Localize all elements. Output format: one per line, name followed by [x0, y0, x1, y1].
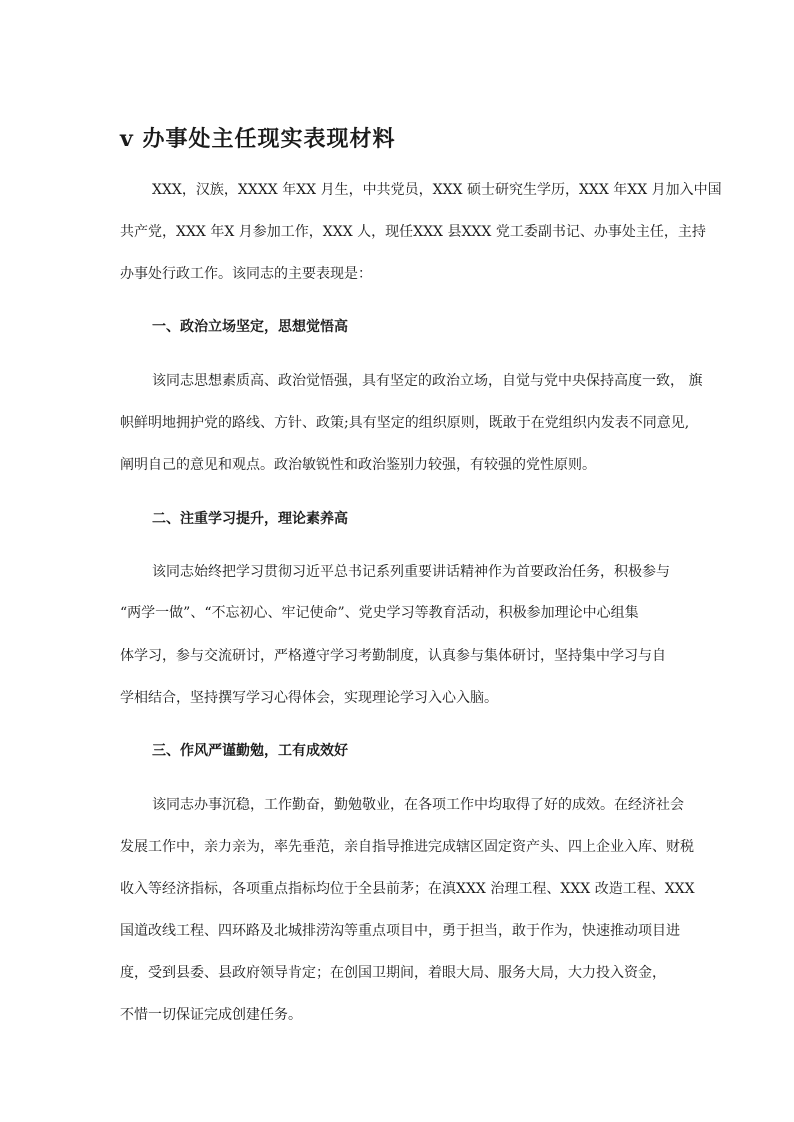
body-line: 国道改线工程、四环路及北城排涝沟等重点项目中，勇于担当，敢于作为，快速推动项目进: [120, 923, 680, 939]
body-line: 该同志办事沉稳，工作勤奋，勤勉敬业，在各项工作中均取得了好的成效。在经济社会: [152, 797, 684, 813]
body-line: 不惜一切保证完成创建任务。: [120, 1007, 302, 1023]
body-line: 体学习，参与交流研讨，严格遵守学习考勤制度，认真参与集体研讨，坚持集中学习与自: [120, 648, 666, 664]
body-line: “两学一做”、“不忘初心、牢记使命”、党史学习等教育活动，积极参加理论中心组集: [120, 605, 639, 621]
body-line: 帜鲜明地拥护党的路线、方针、政策;具有坚定的组织原则，既敢于在党组织内发表不同意见,: [120, 415, 690, 431]
body-line: 学相结合，坚持撰写学习心得体会，实现理论学习入心入脑。: [120, 690, 498, 706]
intro-line: XXX，汉族，XXXX 年XX 月生，中共党员，XXX 硕士研究生学历，XXX 年XX 月加入中国: [152, 182, 722, 198]
body-line: 阐明自己的意见和观点。政治敏锐性和政治鉴别力较强，有较强的党性原则。: [120, 457, 596, 473]
body-line: 收入等经济指标，各项重点指标均位于全县前茅；在滇XXX 治理工程、XXX 改造工程、XXX: [120, 881, 695, 897]
section-heading: 二、注重学习提升，理论素养高: [152, 511, 348, 527]
body-line: 该同志思想素质高、政治觉悟强，具有坚定的政治立场，自觉与党中央保持高度一致， 旗: [152, 373, 703, 389]
section-heading: 一、政治立场坚定，思想觉悟高: [152, 319, 348, 335]
body-line: 该同志始终把学习贯彻习近平总书记系列重要讲话精神作为首要政治任务，积极参与: [152, 564, 670, 580]
body-line: 度，受到县委、县政府领导肯定；在创国卫期间，着眼大局、服务大局，大力投入资金，: [120, 965, 666, 981]
document-title: v 办事处主任现实表现材料: [120, 126, 396, 152]
body-line: 发展工作中，亲力亲为，率先垂范，亲自指导推进完成辖区固定资产头、四上企业入库、财税: [120, 839, 694, 855]
section-heading: 三、作风严谨勤勉，工有成效好: [152, 743, 348, 759]
intro-line: 办事处行政工作。该同志的主要表现是：: [120, 266, 372, 282]
intro-line: 共产党，XXX 年X 月参加工作，XXX 人，现任XXX 县XXX 党工委副书记、办事处主任，主持: [120, 224, 706, 240]
